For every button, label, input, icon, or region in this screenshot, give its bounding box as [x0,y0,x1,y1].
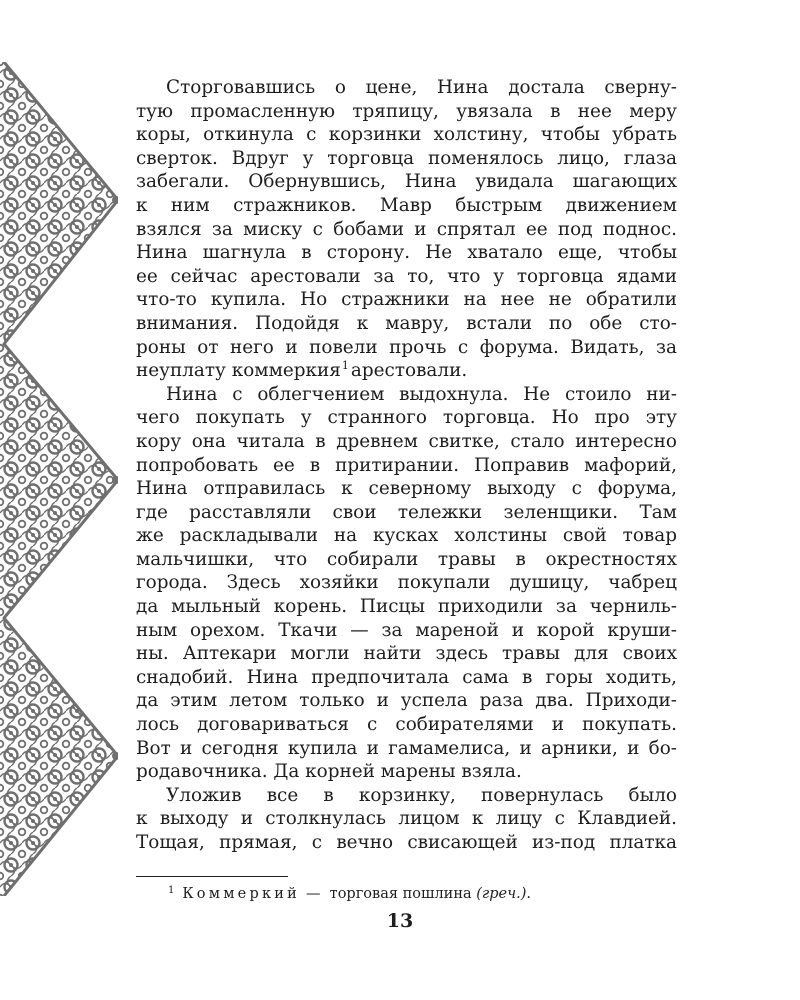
text-line: Нина с облегчением выдохнула. Не стоило ни- [166,383,677,405]
text-line: тую промасленную тряпицу, увязала в нее меру [136,100,677,122]
text-line: сверток. Вдруг у торговца поменялось лицо, глаза [136,147,677,169]
text-before-footnote-ref: неуплату коммеркия [136,360,341,382]
page-number: 13 [386,910,414,932]
text-line: мальчишки, что собирали травы в окрестностях [136,548,677,570]
text-line: к ним стражников. Мавр быстрым движением [136,194,677,216]
text-after-footnote-ref: арестовали. [350,360,468,382]
text-line: Тощая, прямая, с вечно свисающей из-под платка [136,832,677,853]
text-line: что-то купила. Но стражники на нее не обратили [136,289,677,311]
text-line: родавочника. Да корней марены взяла. [136,761,522,783]
text-line: ны. Аптекари могли найти здесь травы для своих [136,643,677,665]
decorative-arabesque-border [0,62,118,896]
text-line: к выходу и столкнулась лицом к лицу с Клавдией. [136,808,677,830]
text-line: забегали. Обернувшись, Нина увидала шагающих [136,171,677,193]
text-line: лось договариваться с собирателями и покупать. [136,714,677,736]
text-line: Уложив все в корзинку, повернулась было [166,784,677,806]
text-line: Сторговавшись о цене, Нина достала сверну- [166,77,677,98]
footnote-reference: 1 [341,359,349,373]
footnote-dash: — [305,886,321,902]
text-line: внимания. Подойдя к мавру, встали по обе сто- [136,312,677,334]
footnote-end: . [526,886,532,902]
text-line: Нина шагнула в сторону. Не хватало еще, чтобы [136,242,677,264]
text-line: роны от него и повели прочь с форума. Видать, за [136,336,677,358]
text-line: Нина отправилась к северному выходу с форума, [136,478,677,500]
footnote-language-note: (греч.) [476,886,527,902]
text-line: чего покупать у странного торговца. Но про эту [136,407,677,429]
footnote [168,882,531,903]
text-line: коры, откинула с корзинки холстину, чтобы убрать [136,124,677,146]
text-line: же раскладывали на кусках холстины свой товар [136,525,677,547]
text-line: ее сейчас арестовали за то, что у торговца ядами [136,265,677,287]
body-text [136,76,677,855]
paragraph [136,76,677,383]
text-line: да этим летом только и успела раза два. Приходи- [136,690,677,712]
text-line: взялся за миску с бобами и спрятал ее под поднос. [136,218,677,240]
text-line: снадобий. Нина предпочитала сама в горы ходить, [136,666,677,688]
footnote-number: 1 [168,885,175,896]
paragraph [136,784,677,855]
text-line: города. Здесь хозяйки покупали душицу, чабрец [136,572,677,594]
footnote-text: торговая пошлина [329,886,472,902]
text-line: кору она читала в древнем свитке, стало интересно [136,430,677,452]
text-line: где расставляли свои тележки зеленщики. Там [136,501,677,523]
text-line: попробовать ее в притирании. Поправив мафорий, [136,454,677,476]
paragraph [136,383,677,784]
footnote-term: Коммеркий [182,886,300,902]
text-line: да мыльный корень. Писцы приходили за черниль- [136,596,677,618]
text-line: ным орехом. Ткачи — за мареной и корой круши- [136,619,677,641]
text-line: Вот и сегодня купила и гамамелиса, и арники, и бо- [136,737,677,759]
text-line [136,359,677,383]
footnote-divider [136,876,288,877]
